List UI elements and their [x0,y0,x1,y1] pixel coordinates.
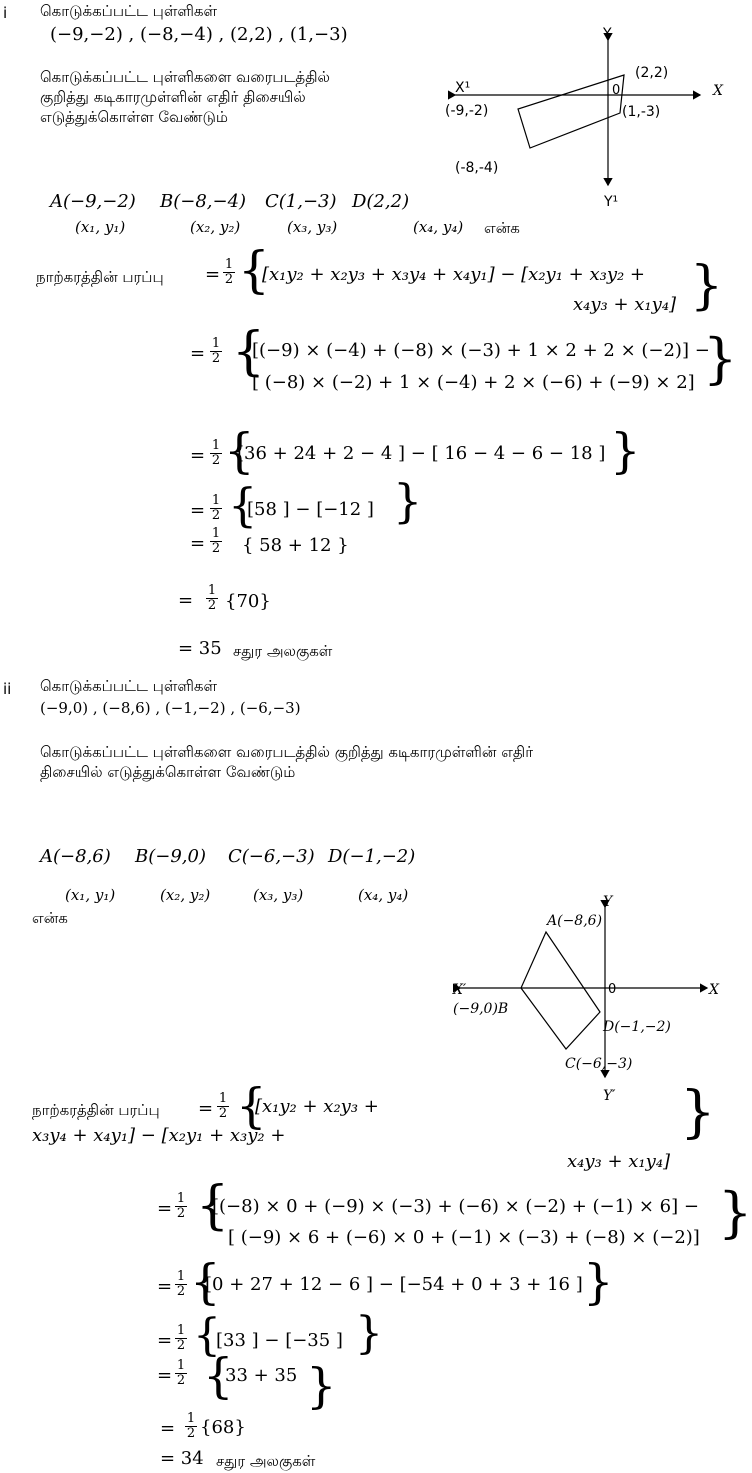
part-2-sub-2: (x₂, y₂) [160,886,211,904]
graph-1-point-c: (1,-3) [622,104,661,120]
part-1-given: கொடுக்கப்பட்ட புள்ளிகள் [40,2,218,20]
part-2-step-2: [0 + 27 + 12 − 6 ] − [−54 + 0 + 3 + 16 ] [205,1274,583,1295]
graph-2-x-neg-label: X′ [453,982,467,998]
part-1-instruction-2: குறித்து கடிகாரமுள்ளின் எதிர் திசையில் [40,88,306,106]
graph-2-point-b: (−9,0)B [453,1001,509,1017]
graph-1-x-label: X [713,83,723,99]
part-2-instruction-2: திசையில் எடுத்துக்கொள்ள வேண்டும் [40,763,296,781]
graph-1-point-d: (2,2) [635,65,669,81]
part-2-step-5: {68} [200,1417,246,1438]
part-1-step-1-line-2: [ (−8) × (−2) + 1 × (−4) + 2 × (−6) + (−9) × 2] [252,372,695,393]
part-2-label-a: A(−8,6) [40,846,111,867]
part-2-result: = 34 [160,1448,204,1469]
part-2-let: என்க [32,909,68,927]
part-2-marker: ii [3,680,12,698]
graph-1 [430,20,730,215]
graph-2-point-d: D(−1,−2) [603,1019,671,1035]
graph-2-quadrilateral [521,932,600,1049]
part-1-let: என்க [484,219,520,237]
graph-1-origin: 0 [612,83,621,98]
graph-2 [445,885,735,1110]
part-2-step-1-line-2: [ (−9) × 6 + (−6) × 0 + (−1) × (−3) + (−8) × (−2)] [228,1227,700,1248]
part-1-area-label: நாற்கரத்தின் பரப்பு [36,268,164,286]
part-2-label-b: B(−9,0) [135,846,206,867]
part-1-formula-line-1: [x₁y₂ + x₂y₃ + x₃y₄ + x₄y₁] − [x₂y₁ + x₃y₂ + [262,264,646,285]
graph-1-point-a: (-9,-2) [445,103,489,119]
part-1-points: (−9,−2) , (−8,−4) , (2,2) , (1,−3) [50,24,348,45]
part-2-step-1-line-1: [(−8) × 0 + (−9) × (−3) + (−6) × (−2) + (−1) × 6] − [212,1196,699,1217]
part-2-formula-line-1: [x₁y₂ + x₂y₃ + [255,1096,379,1117]
part-2-instruction-1: கொடுக்கப்பட்ட புள்ளிகளை வரைபடத்தில் குறித்து கடிகாரமுள்ளின் எதிர் [40,743,534,761]
graph-1-y-label: Y [603,26,612,42]
part-1-sub-1: (x₁, y₁) [75,218,126,236]
graph-2-point-a: A(−8,6) [547,913,603,929]
part-1-step-2: [36 + 24 + 2 − 4 ] − [ 16 − 4 − 6 − 18 ] [237,443,606,464]
part-2-formula-line-1b: x₃y₄ + x₄y₁] − [x₂y₁ + x₃y₂ + [32,1125,286,1146]
part-2-formula-line-2: x₄y₃ + x₁y₄] [567,1151,671,1172]
part-1-instruction-3: எடுத்துக்கொள்ள வேண்டும் [40,108,228,126]
part-1-unit: சதுர அலகுகள் [233,642,333,660]
graph-2-y-neg-label: Y′ [603,1088,616,1104]
part-1-step-1-line-1: [(−9) × (−4) + (−8) × (−3) + 1 × 2 + 2 × (−2)] − [252,340,710,361]
part-1-sub-3: (x₃, y₃) [287,218,338,236]
part-1-sub-2: (x₂, y₂) [190,218,241,236]
part-1-label-a: A(−9,−2) [50,191,136,212]
part-2-label-c: C(−6,−3) [228,846,315,867]
graph-1-x-neg-label: X¹ [455,80,471,96]
part-2-sub-4: (x₄, y₄) [358,886,409,904]
graph-2-point-c: C(−6,−3) [565,1056,633,1072]
part-1-result: = 35 [178,638,222,659]
graph-2-x-label: X [709,982,719,998]
part-2-step-3: [33 ] − [−35 ] [216,1330,343,1351]
part-1-sub-4: (x₄, y₄) [413,218,464,236]
part-1-step-4: { 58 + 12 } [242,535,349,556]
graph-1-point-b: (-8,-4) [455,160,499,176]
part-2-unit: சதுர அலகுகள் [216,1452,316,1470]
graph-2-origin: 0 [608,982,617,997]
part-1-marker: i [3,4,8,22]
part-1-step-5: {70} [225,591,271,612]
part-1-label-d: D(2,2) [352,191,410,212]
part-2-label-d: D(−1,−2) [328,846,416,867]
part-2-sub-3: (x₃, y₃) [253,886,304,904]
part-1-instruction-1: கொடுக்கப்பட்ட புள்ளிகளை வரைபடத்தில் [40,68,330,86]
part-2-step-4: 33 + 35 [225,1365,298,1386]
graph-2-y-label: Y [603,894,613,910]
part-1-step-3: [58 ] − [−12 ] [247,499,374,520]
part-1-label-b: B(−8,−4) [160,191,247,212]
part-2-points: (−9,0) , (−8,6) , (−1,−2) , (−6,−3) [40,699,301,717]
part-1-formula-line-2: x₄y₃ + x₁y₄] [573,294,677,315]
part-2-given: கொடுக்கப்பட்ட புள்ளிகள் [40,677,218,695]
part-2-sub-1: (x₁, y₁) [65,886,116,904]
part-2-area-label: நாற்கரத்தின் பரப்பு [32,1101,160,1119]
part-1-label-c: C(1,−3) [265,191,337,212]
graph-1-y-neg-label: Y¹ [604,194,619,210]
